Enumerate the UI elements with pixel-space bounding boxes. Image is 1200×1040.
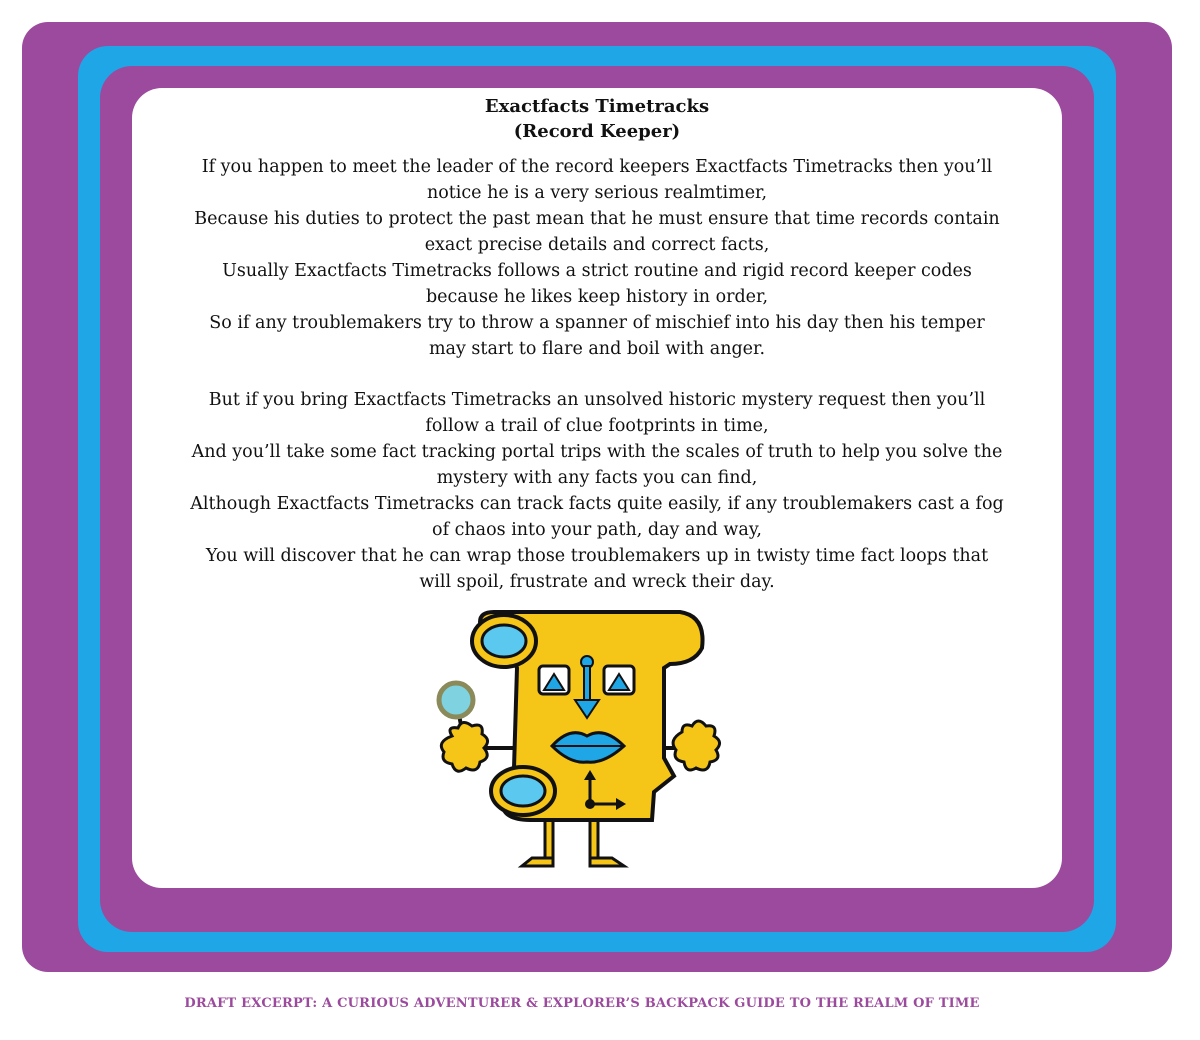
page-title [132,94,1062,144]
verse-line: exact precise details and correct facts, [424,235,770,255]
top-scroll-hole [482,625,526,657]
verse-line: Because his duties to protect the past mean that he must ensure that time records contain [194,209,1000,229]
verse-line: notice he is a very serious realmtimer, [426,183,768,203]
magnifier-lens [439,683,473,717]
verse-1 [152,154,1042,362]
nose-stem [584,666,590,700]
footer-caption: DRAFT EXCERPT: A CURIOUS ADVENTURER & EXPLORER’S BACKPACK GUIDE TO THE REALM OF TIME [184,996,980,1011]
verse-line: will spoil, frustrate and wreck their day. [419,572,775,592]
verse-line: And you’ll take some fact tracking portal trips with the scales of truth to help you solve the [191,442,1003,462]
text-card [132,88,1062,888]
verse-line: So if any troublemakers try to throw a spanner of mischief into his day then his temper [209,313,985,333]
scroll-character-icon [412,608,732,878]
verse-line: because he likes keep history in order, [425,287,769,307]
verse-2 [152,387,1042,595]
belly-axis-origin [585,799,595,809]
bottom-scroll-hole [501,776,545,806]
verse-line: of chaos into your path, day and way, [432,520,762,540]
blue-frame [78,46,1116,952]
outer-purple-frame [22,22,1172,972]
verse-line: follow a trail of clue footprints in time, [425,416,769,436]
left-foot [522,858,553,866]
verse-line: You will discover that he can wrap those troublemakers up in twisty time fact loops that [205,546,989,566]
title-line-1: Exactfacts Timetracks [484,96,710,117]
verse-line: But if you bring Exactfacts Timetracks an unsolved historic mystery request then you’ll [208,390,986,410]
verse-line: may start to flare and boil with anger. [428,339,766,359]
verse-line: Although Exactfacts Timetracks can track facts quite easily, if any troublemakers cast a fog [190,494,1004,514]
inner-purple-frame [100,66,1094,932]
right-hand [673,721,719,770]
right-foot [590,858,624,866]
verse-line: Usually Exactfacts Timetracks follows a strict routine and rigid record keeper codes [222,261,972,281]
verse-line: mystery with any facts you can find, [436,468,758,488]
verse-line: If you happen to meet the leader of the record keepers Exactfacts Timetracks then you’ll [201,157,993,177]
left-hand [441,722,487,771]
title-line-2: (Record Keeper) [513,121,681,142]
